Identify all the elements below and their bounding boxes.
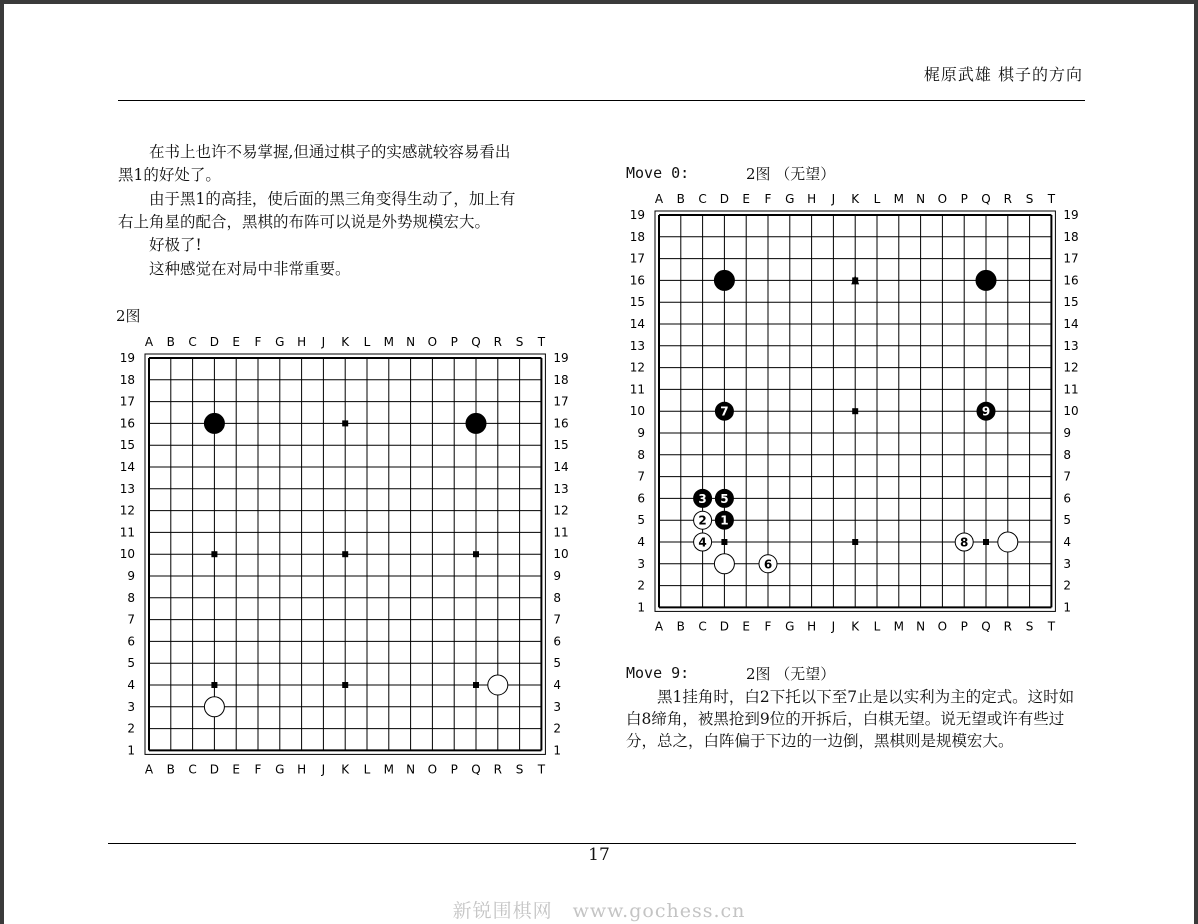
row-label: 3 (127, 699, 135, 714)
column-label: L (873, 619, 881, 634)
column-label: Q (471, 762, 481, 777)
star-point (852, 408, 858, 414)
column-label: J (831, 619, 836, 634)
row-label: 2 (127, 721, 135, 736)
move-number: 1 (720, 513, 729, 528)
intro-line: 黑1的好处了。 (118, 166, 221, 184)
commentary-text: 黑1挂角时，白2下托以下至7止是以实利为主的定式。这时如白8缔角，被黑抢到9位的开拆后，白棋无望。说无望或许有些过分，总之，白阵偏于下边的一边倒，黑棋则是规模宏大。 (626, 688, 1075, 750)
column-label: D (719, 192, 730, 206)
column-label: E (742, 192, 750, 206)
row-label: 14 (553, 460, 569, 474)
row-label: 9 (127, 569, 135, 583)
move-number: 5 (720, 491, 729, 506)
row-label: 11 (553, 525, 569, 540)
column-label: J (321, 335, 326, 349)
column-label: Q (981, 192, 991, 206)
column-label: C (698, 619, 707, 634)
row-label: 4 (1063, 535, 1072, 549)
row-label: 1 (1063, 600, 1072, 615)
row-label: 16 (1063, 273, 1079, 288)
column-label: S (515, 762, 524, 777)
row-label: 6 (127, 634, 135, 649)
row-label: 17 (1063, 251, 1079, 266)
row-label: 7 (127, 612, 135, 627)
row-label: 19 (629, 208, 645, 222)
column-label: E (742, 619, 750, 634)
right-go-board (630, 192, 1079, 633)
row-label: 1 (637, 600, 645, 615)
column-label: A (654, 619, 664, 634)
column-label: S (515, 335, 524, 349)
intro-line: 在书上也许不易掌握,但通过棋子的实感就较容易看出 (118, 143, 511, 161)
row-label: 13 (119, 481, 135, 496)
column-label: Q (981, 619, 991, 634)
row-label: 6 (1063, 491, 1072, 506)
move-number: 6 (763, 557, 773, 572)
row-label: 3 (553, 699, 562, 714)
row-label: 18 (1063, 229, 1079, 244)
row-label: 8 (1063, 447, 1072, 462)
star-point (721, 539, 727, 545)
column-label: L (363, 335, 371, 349)
column-label: C (188, 762, 197, 777)
column-label: J (321, 762, 326, 777)
star-point (852, 539, 858, 545)
row-label: 16 (119, 416, 135, 431)
row-label: 13 (1063, 338, 1079, 353)
column-label: T (537, 762, 546, 777)
column-label: O (427, 762, 438, 777)
row-label: 3 (637, 556, 645, 571)
move-number: 3 (698, 491, 707, 506)
column-label: P (960, 192, 968, 206)
site-watermark: 新锐围棋网 www.gochess.cn (452, 900, 746, 922)
star-point (473, 551, 479, 557)
row-label: 15 (553, 438, 569, 453)
column-label: P (960, 619, 968, 634)
row-label: 10 (629, 404, 645, 419)
column-label: C (698, 192, 707, 206)
left-diagram-caption: 2图 (116, 307, 141, 325)
column-label: F (764, 619, 772, 634)
row-label: 9 (637, 426, 645, 440)
intro-line: 这种感觉在对局中非常重要。 (118, 260, 351, 278)
move-number: 7 (720, 404, 729, 419)
book-header-title: 梶原武雄 棋子的方向 (923, 65, 1083, 84)
column-label: N (406, 762, 416, 777)
white-stone (714, 554, 734, 574)
row-label: 3 (1063, 556, 1072, 571)
row-label: 10 (1063, 404, 1079, 419)
row-label: 2 (553, 721, 562, 736)
column-label: M (383, 762, 394, 777)
column-label: B (166, 762, 175, 777)
row-label: 19 (553, 351, 569, 365)
row-label: 16 (629, 273, 645, 288)
row-label: 17 (553, 394, 569, 409)
column-label: B (166, 335, 175, 349)
row-label: 5 (553, 656, 562, 671)
row-label: 12 (1063, 360, 1079, 375)
row-label: 19 (119, 351, 135, 365)
column-label: H (297, 762, 307, 777)
column-label: K (851, 192, 860, 206)
footer-divider (108, 843, 1076, 844)
row-label: 12 (553, 503, 569, 518)
column-label: H (807, 192, 817, 206)
column-label: Q (471, 335, 481, 349)
intro-line: 好极了! (118, 236, 202, 254)
row-label: 8 (553, 590, 562, 605)
column-label: D (209, 762, 220, 777)
black-stone (204, 413, 224, 433)
star-point (473, 682, 479, 688)
row-label: 1 (553, 743, 562, 758)
row-label: 17 (629, 251, 645, 266)
column-label: L (873, 192, 881, 206)
row-label: 1 (127, 743, 135, 758)
left-go-board (120, 335, 569, 776)
star-point (342, 420, 348, 426)
row-label: 6 (553, 634, 562, 649)
row-label: 4 (553, 678, 562, 692)
row-label: 5 (127, 656, 135, 671)
star-point (983, 539, 989, 545)
column-label: R (493, 762, 502, 777)
star-point (211, 682, 217, 688)
row-label: 7 (637, 469, 645, 484)
column-label: G (275, 762, 285, 777)
row-label: 13 (629, 338, 645, 353)
column-label: S (1025, 192, 1034, 206)
column-label: G (785, 619, 795, 634)
row-label: 10 (553, 547, 569, 562)
row-label: 18 (119, 372, 135, 387)
intro-line: 右上角星的配合，黑棋的布阵可以说是外势规模宏大。 (118, 213, 491, 231)
column-label: P (450, 335, 458, 349)
column-label: T (537, 335, 546, 349)
white-stone (998, 532, 1018, 552)
column-label: K (851, 619, 860, 634)
row-label: 8 (127, 590, 135, 605)
column-label: F (764, 192, 772, 206)
row-label: 5 (637, 513, 645, 528)
row-label: 17 (119, 394, 135, 409)
column-label: M (383, 335, 394, 349)
right-move-label: Move 0: (626, 164, 690, 182)
column-label: R (1003, 192, 1012, 206)
column-label: D (719, 619, 730, 634)
star-point (211, 551, 217, 557)
column-label: T (1047, 619, 1056, 634)
column-label: T (1047, 192, 1056, 206)
column-label: N (406, 335, 416, 349)
column-label: A (144, 335, 154, 349)
move-number: 9 (981, 404, 991, 419)
row-label: 2 (637, 578, 645, 593)
column-label: H (297, 335, 307, 349)
row-label: 8 (637, 447, 645, 462)
row-label: 7 (553, 612, 562, 627)
column-label: E (232, 335, 240, 349)
white-stone (204, 697, 224, 717)
row-label: 4 (127, 678, 135, 692)
black-stone (466, 413, 486, 433)
intro-line: 由于黑1的高挂，使后面的黑三角变得生动了，加上有 (118, 190, 516, 208)
row-label: 15 (1063, 295, 1079, 310)
move-number: 4 (698, 535, 707, 550)
column-label: N (916, 619, 926, 634)
row-label: 11 (1063, 382, 1079, 397)
page-number: 17 (588, 845, 610, 865)
column-label: G (275, 335, 285, 349)
row-label: 15 (119, 438, 135, 453)
column-label: N (916, 192, 926, 206)
row-label: 16 (553, 416, 569, 431)
column-label: O (427, 335, 438, 349)
row-label: 15 (629, 295, 645, 310)
black-stone (714, 270, 734, 290)
row-label: 18 (629, 229, 645, 244)
column-label: M (893, 192, 904, 206)
move-number: 2 (698, 513, 707, 528)
column-label: K (341, 762, 350, 777)
star-point (342, 682, 348, 688)
row-label: 12 (119, 503, 135, 518)
column-label: E (232, 762, 240, 777)
row-label: 18 (553, 372, 569, 387)
row-label: 14 (629, 317, 645, 331)
row-label: 2 (1063, 578, 1072, 593)
column-label: A (144, 762, 154, 777)
column-label: R (493, 335, 502, 349)
column-label: C (188, 335, 197, 349)
row-label: 5 (1063, 513, 1072, 528)
star-point (342, 551, 348, 557)
column-label: M (893, 619, 904, 634)
row-label: 6 (637, 491, 645, 506)
column-label: B (676, 619, 685, 634)
row-label: 14 (119, 460, 135, 474)
row-label: 11 (119, 525, 135, 540)
column-label: G (785, 192, 795, 206)
column-label: O (937, 192, 948, 206)
comment-move-label: Move 9: (626, 664, 690, 682)
column-label: R (1003, 619, 1012, 634)
row-label: 12 (629, 360, 645, 375)
row-label: 14 (1063, 317, 1079, 331)
row-label: 13 (553, 481, 569, 496)
move-number: 8 (960, 535, 969, 550)
black-stone (976, 270, 996, 290)
row-label: 7 (1063, 469, 1072, 484)
column-label: H (807, 619, 817, 634)
column-label: S (1025, 619, 1034, 634)
row-label: 9 (553, 569, 562, 583)
column-label: O (937, 619, 948, 634)
column-label: F (254, 335, 262, 349)
column-label: A (654, 192, 664, 206)
column-label: P (450, 762, 458, 777)
row-label: 11 (629, 382, 645, 397)
row-label: 10 (119, 547, 135, 562)
column-label: L (363, 762, 371, 777)
row-label: 4 (637, 535, 645, 549)
column-label: F (254, 762, 262, 777)
white-stone (488, 675, 508, 695)
right-diagram-caption: 2图 （无望） (746, 165, 836, 183)
column-label: D (209, 335, 220, 349)
row-label: 19 (1063, 208, 1079, 222)
column-label: K (341, 335, 350, 349)
row-label: 9 (1063, 426, 1072, 440)
column-label: B (676, 192, 685, 206)
column-label: J (831, 192, 836, 206)
comment-caption: 2图 （无望） (746, 665, 836, 683)
